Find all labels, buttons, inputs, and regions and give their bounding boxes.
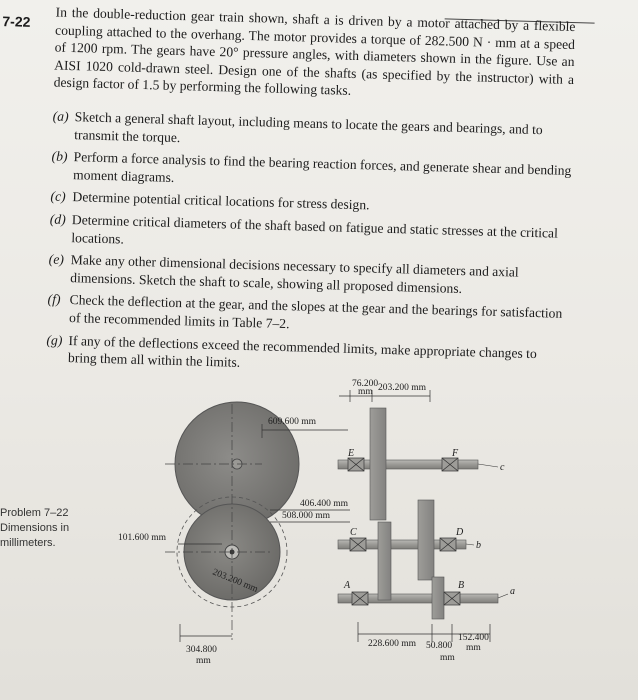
dim-152-unit: mm [466,643,481,653]
label-c: C [350,527,357,538]
bearing-b [444,592,460,605]
task-text: If any of the deflections exceed the recommended limits, make appropriate changes to bring them all within the limits. [67,332,537,370]
task-label: (g) [46,331,63,348]
task-text: Determine potential critical locations for stress design. [72,189,370,213]
task-label: (c) [50,188,66,205]
task-text: Determine critical diameters of the shaft based on fatigue and static stresses at the critical locations. [71,212,559,247]
dim-203-top: 203.200 mm [378,383,427,393]
bearing-c [350,538,366,551]
caption-line: Dimensions in [0,522,70,534]
problem-number: 7-22 [2,13,31,30]
bearing-d [440,538,456,551]
task-label: (e) [48,251,65,268]
bearing-a [352,592,368,605]
dim-508: 508.000 mm [282,511,331,521]
task-label: (b) [51,148,68,165]
dim-76-top: 76.200 [352,379,379,389]
label-shaft-b: b [476,540,481,551]
gear-plate-b [378,522,391,600]
task-label: (d) [49,211,66,227]
dim-152: 152.400 [458,633,489,643]
dim-304-unit: mm [196,656,211,666]
problem-intro: In the double-reduction gear train shown, shaft a is driven by a motor attached by a flexible coupling attached to the overhang. The motor provides a torque of 282.500 N · mm at a speed of 1200 rpm. The gears have 20° pressure angles, with diameters shown in the figure. Use an AISI 1020 cold-drawn steel. Design one of the shafts (as specified by the instructor) with a design factor of 1.5 by performing the following tasks. [53,4,576,99]
dim-406: 406.400 mm [300,499,349,509]
task-label: (a) [52,108,69,124]
label-d: D [456,527,464,538]
gear-train-figure [0,372,638,700]
caption-line: millimeters. [0,537,56,549]
label-a: A [344,580,351,591]
dim-bottom-unit: mm [440,653,455,663]
dim-609: 609.600 mm [268,417,317,427]
task-text: Make any other dimensional decisions necessary to specify all diameters and axial dimensions. Sketch the shaft to scale, showing all proposed dimensions. [70,252,519,296]
gear-plate-c [370,408,386,520]
bearing-f [442,458,458,471]
task-label: (f) [47,291,61,308]
label-shaft-a: a [510,586,515,597]
dim-101: 101.600 mm [118,533,167,543]
task-list [46,108,573,386]
task-text: Perform a force analysis to find the bearing reaction forces, and generate shear and bending moment diagrams. [72,149,572,185]
task-text: Sketch a general shaft layout, including means to locate the gears and bearings, and to transmit the torque. [74,109,543,145]
gear-plate-pinion [432,577,444,619]
gear-train-diagram [0,372,638,700]
caption-line: Problem 7–22 [0,507,69,519]
bearing-e [348,458,364,471]
dim-203-gear: 203.200 mm [210,567,260,595]
label-f: F [452,448,459,459]
task-text: Check the deflection at the gear, and the slopes at the gear and the bearings for satisfaction of the recommended limits in Table 7–2. [68,292,563,332]
label-shaft-c: c [500,462,505,473]
label-b: B [458,580,465,591]
gear-plate-large [418,500,434,580]
dim-304: 304.800 [186,645,217,655]
label-e: E [348,448,355,459]
dim-76-unit: mm [358,387,373,397]
dim-50: 50.800 [426,641,453,651]
dim-228: 228.600 mm [368,639,417,649]
